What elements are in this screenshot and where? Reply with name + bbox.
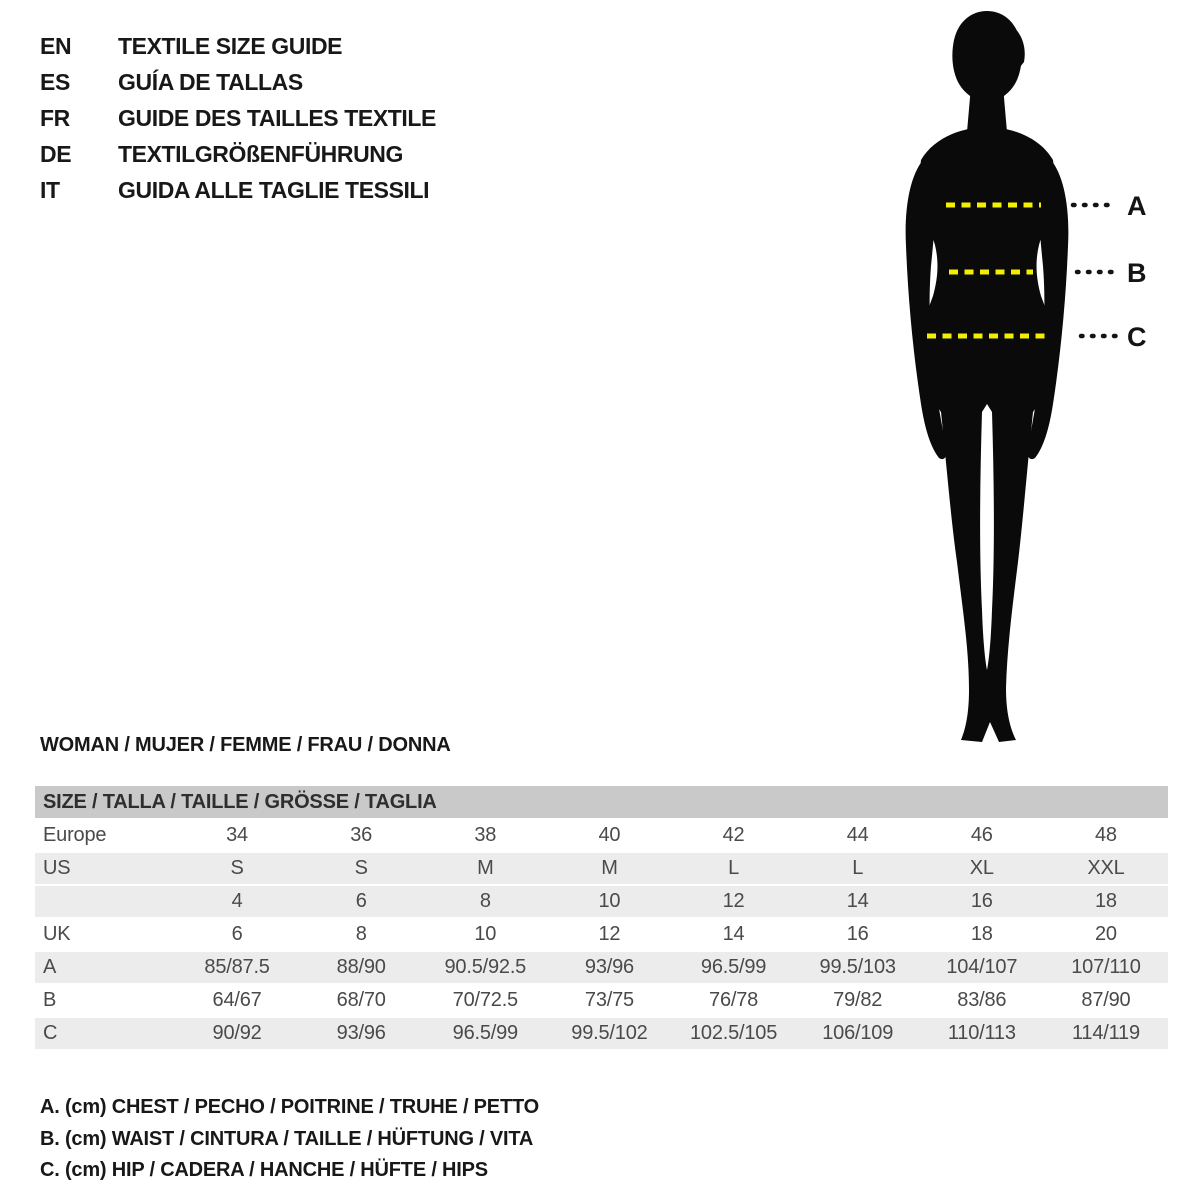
size-cell: 34: [226, 824, 248, 846]
size-cell: 99.5/102: [571, 1022, 648, 1044]
size-cell: 102.5/105: [689, 1022, 778, 1044]
size-cell: 83/86: [957, 989, 1007, 1011]
language-code: DE: [40, 140, 72, 167]
legend-item-hip: C. (cm) HIP / CADERA / HANCHE / HÜFTE / HIPS: [40, 1159, 488, 1182]
measurement-legend: [40, 1092, 539, 1187]
size-cell: 8: [355, 923, 367, 945]
size-cell: 76/78: [709, 989, 759, 1011]
language-row: [40, 100, 436, 136]
size-cell: XXL: [1087, 857, 1125, 879]
size-cell: 87/90: [1081, 989, 1131, 1011]
size-cell: 16: [970, 890, 993, 912]
language-title: GUIDE DES TAILLES TEXTILE: [118, 104, 436, 131]
size-cell: 96.5/99: [700, 956, 767, 978]
woman-silhouette: [855, 0, 1155, 760]
table-row: [35, 985, 1168, 1016]
size-cell: 46: [970, 824, 993, 846]
table-row: [35, 952, 1168, 983]
size-cell: 42: [722, 824, 745, 846]
size-table: [35, 786, 1168, 1051]
size-cell: S: [354, 857, 368, 879]
size-cell: 6: [355, 890, 367, 912]
marker-label-c: C: [1127, 322, 1147, 352]
size-cell: 110/113: [947, 1022, 1016, 1044]
size-cell: 8: [479, 890, 491, 912]
size-cell: XL: [969, 857, 994, 879]
size-cell: 18: [970, 923, 993, 945]
size-cell: 85/87.5: [204, 956, 270, 978]
size-cell: 10: [598, 890, 621, 912]
size-cell: 79/82: [833, 989, 883, 1011]
table-row: [35, 886, 1168, 917]
legend-item-waist: B. (cm) WAIST / CINTURA / TAILLE / HÜFTUNG / VITA: [40, 1127, 534, 1150]
size-cell: L: [852, 857, 864, 879]
section-title: WOMAN / MUJER / FEMME / FRAU / DONNA: [40, 734, 451, 756]
table-header: [35, 786, 1168, 818]
size-cell: 104/107: [946, 956, 1018, 978]
table-row: [35, 919, 1168, 950]
size-cell: 99.5/103: [819, 956, 896, 978]
row-label: C: [43, 1022, 58, 1044]
size-cell: 96.5/99: [452, 1022, 518, 1044]
marker-label-b: B: [1127, 258, 1147, 288]
size-cell: L: [728, 857, 740, 879]
language-title: GUIDA ALLE TAGLIE TESSILI: [118, 176, 430, 203]
woman-silhouette-body: [906, 11, 1069, 742]
size-cell: 4: [231, 890, 243, 912]
size-cell: 38: [474, 824, 497, 846]
size-cell: 14: [722, 923, 745, 945]
size-cell: 20: [1095, 923, 1117, 945]
size-cell: 90/92: [212, 1022, 262, 1044]
size-cell: 90.5/92.5: [444, 956, 527, 978]
legend-item-chest: A. (cm) CHEST / PECHO / POITRINE / TRUHE / PETTO: [40, 1096, 539, 1119]
size-cell: S: [230, 857, 244, 879]
measurement-diagram: [855, 0, 1155, 760]
size-cell: 68/70: [336, 989, 386, 1011]
language-row: [40, 136, 436, 172]
marker-label-a: A: [1127, 191, 1147, 221]
language-row: [40, 172, 436, 208]
size-cell: 70/72.5: [452, 989, 518, 1011]
size-cell: 12: [722, 890, 745, 912]
row-label: A: [43, 956, 57, 978]
table-header-label: SIZE / TALLA / TAILLE / GRÖSSE / TAGLIA: [43, 790, 437, 813]
table-row: [35, 1018, 1168, 1049]
size-cell: M: [477, 857, 494, 879]
size-cell: 107/110: [1071, 956, 1141, 978]
language-code: FR: [40, 104, 70, 131]
head: [952, 11, 1021, 99]
neck: [967, 86, 1007, 132]
language-code: ES: [40, 68, 70, 95]
size-cell: 93/96: [336, 1022, 386, 1044]
size-cell: 10: [474, 923, 497, 945]
table-rows: [35, 820, 1168, 1049]
size-cell: 36: [350, 824, 373, 846]
size-cell: 64/67: [212, 989, 262, 1011]
language-title: TEXTILE SIZE GUIDE: [118, 32, 343, 59]
size-cell: 16: [846, 923, 869, 945]
language-title: TEXTILGRÖßENFÜHRUNG: [118, 140, 403, 167]
row-label: US: [43, 857, 71, 879]
language-row: [40, 64, 436, 100]
language-guide: [40, 28, 436, 208]
table-row: [35, 853, 1168, 884]
language-row: [40, 28, 436, 64]
row-label: Europe: [43, 824, 107, 846]
size-cell: 44: [846, 824, 869, 846]
language-title: GUÍA DE TALLAS: [118, 68, 303, 95]
row-label: B: [43, 989, 57, 1011]
row-label: UK: [43, 923, 71, 945]
language-code: EN: [40, 32, 72, 59]
size-cell: 48: [1095, 824, 1117, 846]
size-cell: 114/119: [1071, 1022, 1140, 1044]
size-cell: 14: [846, 890, 869, 912]
size-cell: 88/90: [336, 956, 386, 978]
size-cell: 12: [598, 923, 621, 945]
size-cell: 106/109: [822, 1022, 894, 1044]
size-cell: 40: [598, 824, 621, 846]
size-cell: 6: [231, 923, 243, 945]
language-code: IT: [40, 176, 60, 203]
size-cell: 18: [1095, 890, 1117, 912]
size-cell: 93/96: [584, 956, 634, 978]
size-cell: 73/75: [584, 989, 634, 1011]
size-cell: M: [601, 857, 618, 879]
table-row: [35, 820, 1168, 851]
